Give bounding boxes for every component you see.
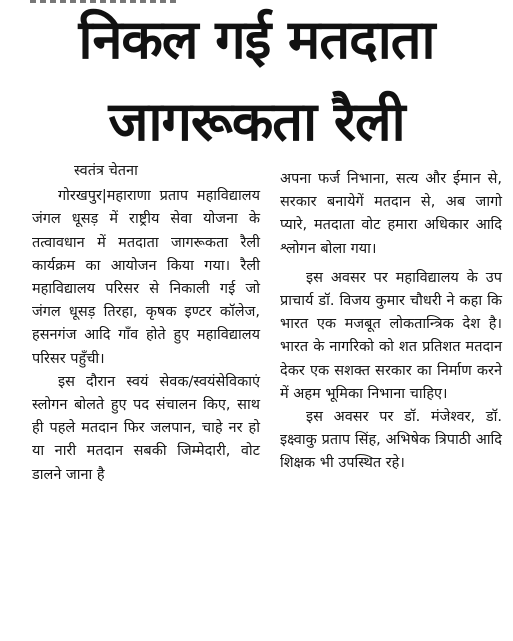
- headline-line-2: जागरूकता रैली: [108, 90, 405, 153]
- byline: स्वतंत्र चेतना: [74, 163, 138, 179]
- article-column-left: [32, 160, 260, 641]
- paragraph-3: इस अवसर पर महाविद्यालय के उप प्राचार्य डॉ. विजय कुमार चौधरी ने कहा कि भारत एक मजबूत लोकतान्त्रिक देश है। भारत के नागरिको को शत प्रतिशत मतदान देकर एक सशक्त सरकार का निर्माण करने में अहम भूमिका निभाना चाहिए।: [280, 269, 502, 402]
- clipped-previous-text: [30, 0, 180, 3]
- headline-line-1: निकल गई मतदाता: [78, 8, 435, 71]
- paragraph-1: गोरखपुर|महाराणा प्रताप महाविद्यालय जंगल धूसड़ में राष्ट्रीय सेवा योजना के तत्वावधान में मतदाता जागरूकता रैली कार्यक्रम का आयोजन किया गया। रैली महाविद्यालय परिसर से निकाली गई जो जंगल धूसड़ तिरहा, कृषक इण्टर कॉलेज, हसनगंज आदि गाँव होते हुए महाविद्यालय परिसर पहुँची।: [32, 188, 260, 367]
- article-column-right: [280, 168, 502, 641]
- paragraph-2-continued: अपना फर्ज निभाना, सत्य और ईमान से, सरकार बनायेगें मतदान से, अब जागो प्यारे, मतदाता वोट हमारा अधिकार आदि श्लोगन बोला गया।: [280, 171, 502, 257]
- paragraph-2: इस दौरान स्वयं सेवक/स्वयंसेविकाएं स्लोगन बोलते हुए पद संचालन किए, साथ ही पहले मतदान फिर जलपान, चाहे नर हो या नारी मतदान सबकी जिम्मेदारी, वोट डालने जाना है: [32, 373, 260, 483]
- paragraph-4: इस अवसर पर डॉ. मंजेश्वर, डॉ. इक्ष्वाकु प्रताप सिंह, अभिषेक त्रिपाठी आदि शिक्षक भी उपस्थित रहे।: [280, 409, 502, 472]
